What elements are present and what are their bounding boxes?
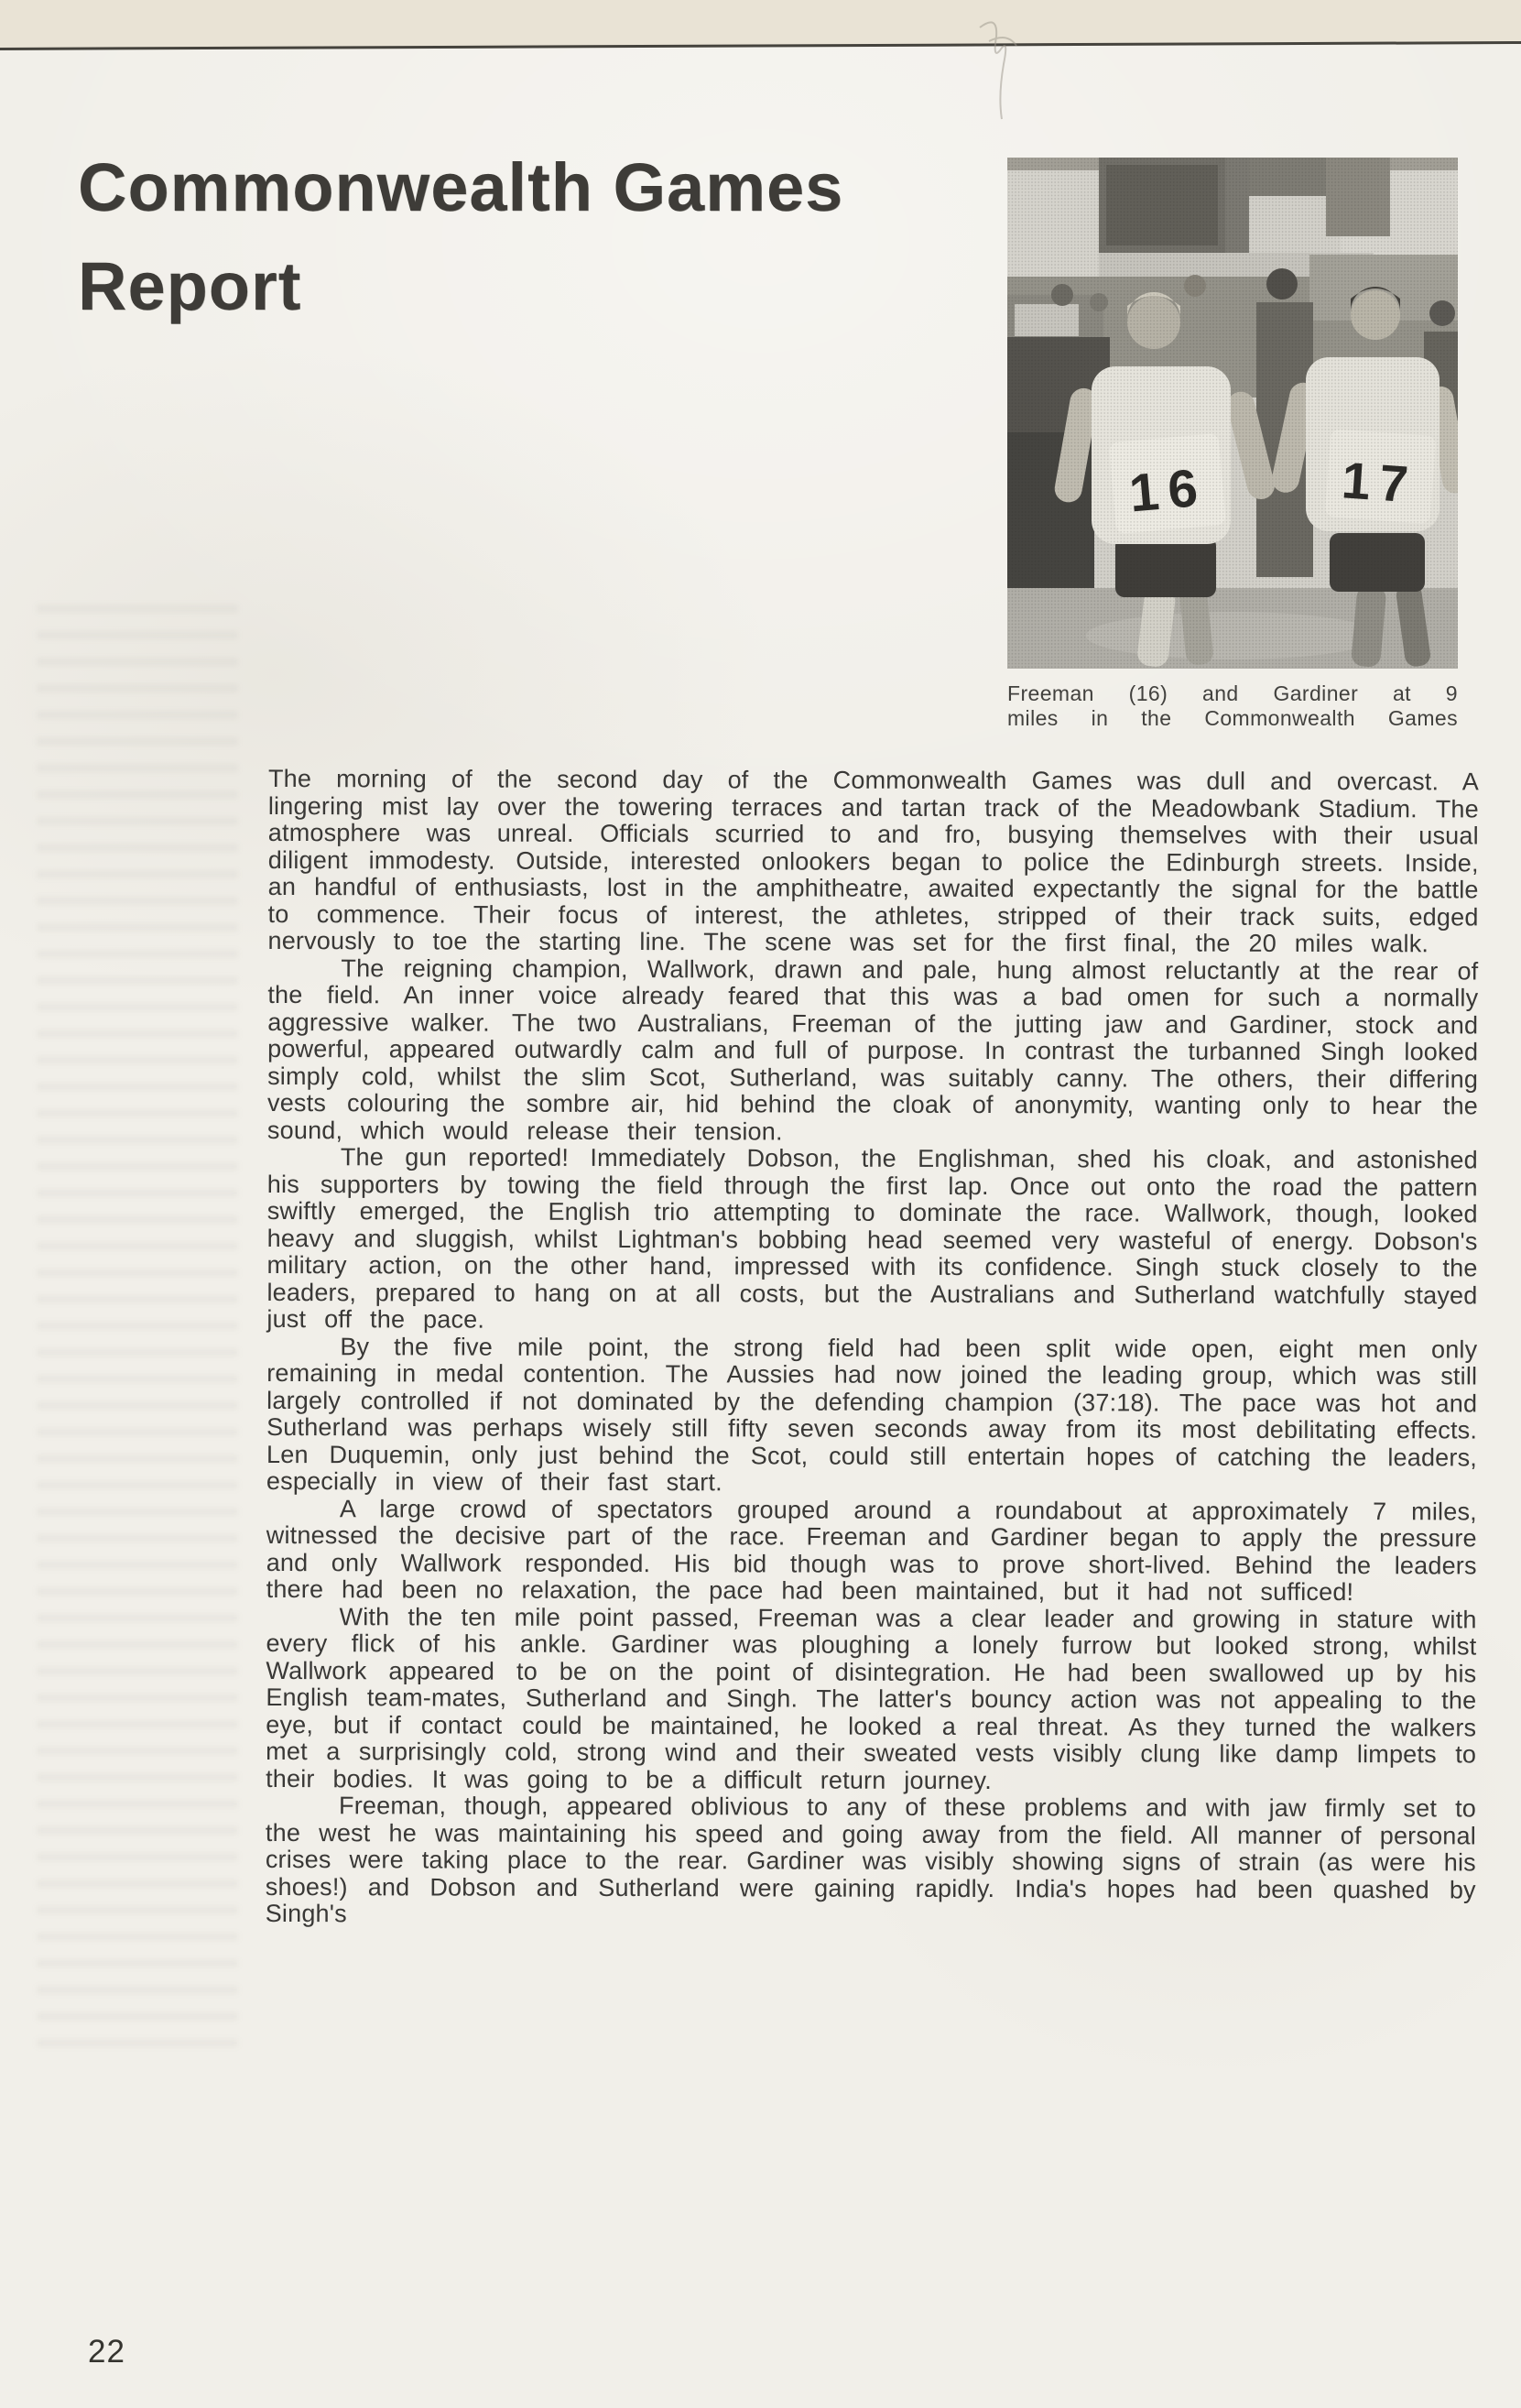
reverse-page-showthrough bbox=[37, 586, 238, 2052]
race-photo-figure bbox=[1007, 158, 1458, 731]
paragraph: A large crowd of spectators grouped around a roundabout at approximately 7 miles, witnessed the decisive part of the race. Freeman and Gardiner began to apply the pressure and only Wallwork responded. His bid though was to prove short-lived. Behind the leaders there had been no relaxation, the pace had been maintained, but it had not sufficed! bbox=[266, 1494, 1477, 1607]
paragraph: Freeman, though, appeared oblivious to any of these problems and with jaw firmly set to the west he was maintaining his speed and going away from the field. All manner of personal crises were taking place to the rear. Gardiner was visibly showing signs of strain (as were his shoes!) and Dobson and Sutherland were gaining rapidly. India's hopes had been quashed by Singh's bbox=[265, 1792, 1477, 1928]
bib-number-16: 16 bbox=[1126, 457, 1210, 524]
article-title-line2: Report bbox=[78, 248, 302, 324]
article-title-line1: Commonwealth Games bbox=[78, 149, 844, 225]
photo-caption-line1: Freeman (16) and Gardiner at 9 bbox=[1007, 681, 1458, 705]
scan-edge-strip bbox=[0, 0, 1521, 50]
photo-caption-line2: miles in the Commonwealth Games bbox=[1007, 706, 1458, 730]
photo-caption bbox=[1007, 681, 1458, 731]
paragraph: By the five mile point, the strong field had been split wide open, eight men only remaining in medal contention. The Aussies had now joined the leading group, which was still largely controlled if not dominated by the defending champion (37:18). The pace was hot and Sutherland was perhaps wisely still fifty seven seconds away from its most debilitating effects. Len Duquemin, only just behind the Scot, could still entertain hopes of catching the leaders, especially in view of their fast start. bbox=[266, 1332, 1478, 1497]
paragraph: The morning of the second day of the Commonwealth Games was dull and overcast. A lingering mist lay over the towering terraces and tartan track of the Meadowbank Stadium. The atmosphere was unreal. Officials scurried to and fro, busying themselves with their usual diligent immodesty. Outside, interested onlookers began to police the Edinburgh streets. Inside, an handful of enthusiasts, lost in the amphitheatre, awaited expectantly the signal for the battle to commence. Their focus of interest, the athletes, stripped of their track suits, edged nervously to toe the starting line. The scene was set for the first final, the 20 miles walk. bbox=[267, 765, 1479, 958]
paragraph: The gun reported! Immediately Dobson, the Englishman, shed his cloak, and astonished his supporters by towing the field through the first lap. Once out onto the road the pattern swiftly emerged, the English trio attempting to dominate the race. Wallwork, though, looked heavy and sluggish, whilst Lightman's bobbing head seemed very wasteful of energy. Dobson's military action, on the other hand, impressed with its confidence. Singh stuck closely to the leaders, prepared to hang on at all costs, but the Australians and Sutherland watchfully stayed just off the pace. bbox=[266, 1143, 1478, 1334]
page-number: 22 bbox=[88, 2334, 125, 2370]
race-photo bbox=[1007, 158, 1458, 669]
paragraph: The reigning champion, Wallwork, drawn and pale, hung almost reluctantly at the rear of the field. An inner voice already feared that this was a bad omen for such a normally aggressive walker. The two Australians, Freeman of the jutting jaw and Gardiner, stock and powerful, appeared outwardly calm and full of purpose. In contrast the turbanned Singh looked simply cold, whilst the slim Scot, Sutherland, was suitably canny. The others, their differing vests colouring the sombre air, hid behind the cloak of anonymity, wanting only to hear the sound, which would release their tension. bbox=[266, 953, 1479, 1145]
pencil-mark bbox=[943, 9, 1053, 128]
halftone-overlay bbox=[1007, 158, 1458, 669]
paragraph: With the ten mile point passed, Freeman was a clear leader and growing in stature with every flick of his ankle. Gardiner was ploughing a lonely furrow but looked strong, whilst Wallwork appeared to be on the point of disintegration. He had been swallowed up by his English team-mates, Sutherland and Singh. The latter's bouncy action was not appealing to the eye, but if contact could be maintained, he looked a real threat. As they turned the walkers met a surprisingly cold, strong wind and their sweated vests visibly clung like damp limpets to their bodies. It was going to be a difficult return journey. bbox=[266, 1602, 1477, 1794]
bib-number-17: 17 bbox=[1340, 451, 1419, 514]
article-body bbox=[266, 766, 1479, 1931]
